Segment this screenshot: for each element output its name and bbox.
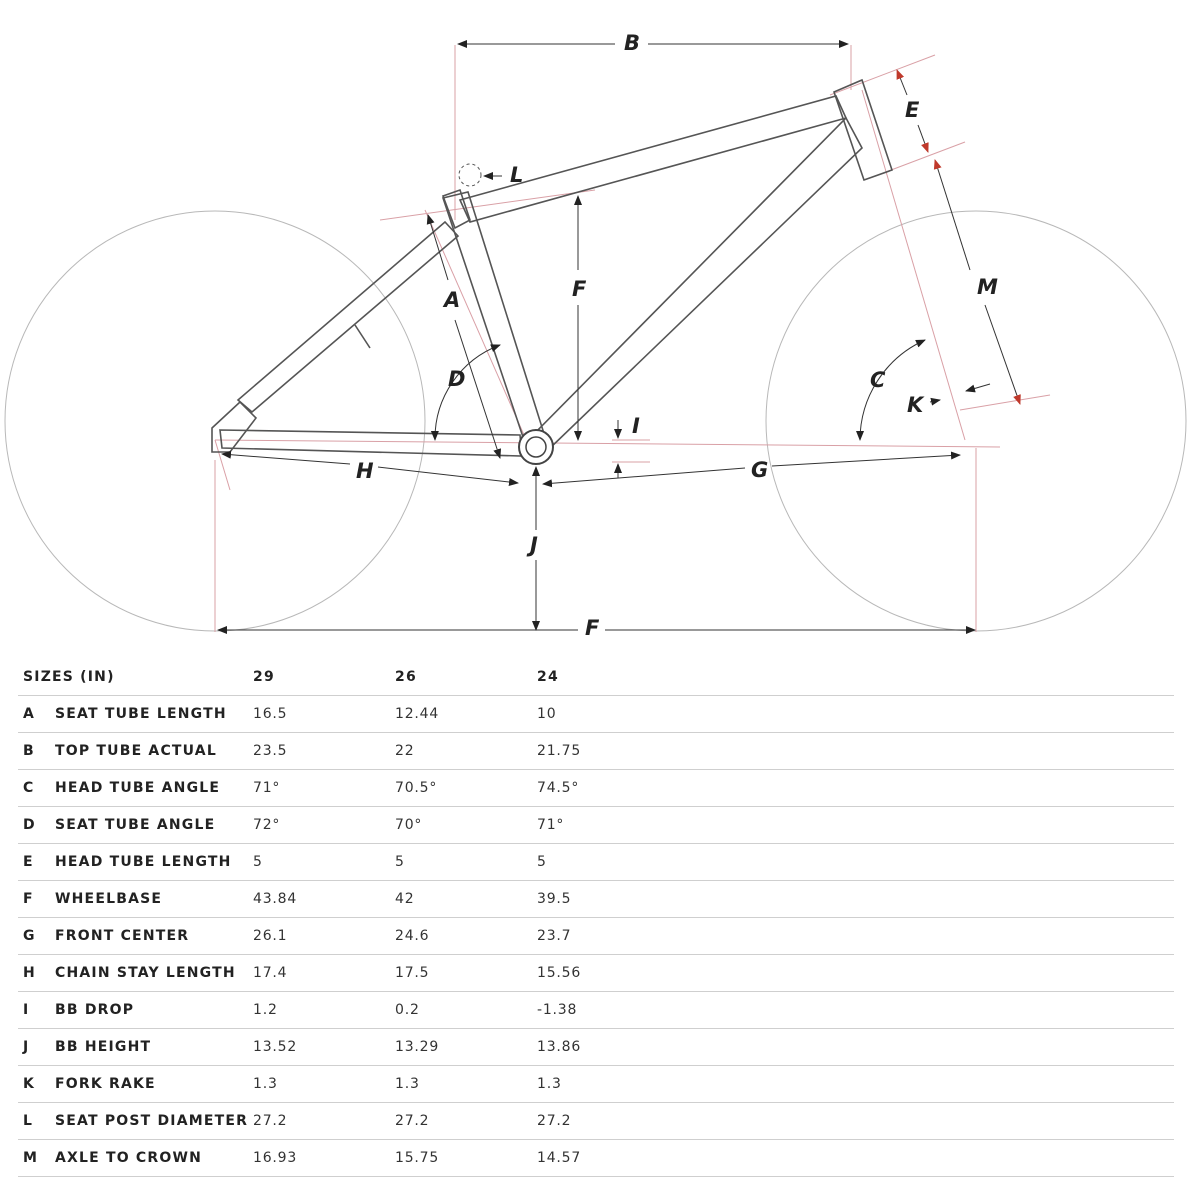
row-value-26: 24.6 (395, 918, 537, 955)
label-i: I (632, 414, 640, 438)
row-value-24: 39.5 (537, 881, 679, 918)
row-value-24: 71° (537, 807, 679, 844)
label-a: A (444, 288, 461, 312)
row-value-24: 14.57 (537, 1140, 679, 1177)
row-value-26: 70.5° (395, 770, 537, 807)
row-name: FORK RAKE (55, 1066, 253, 1103)
row-letter: L (18, 1103, 55, 1140)
row-value-26: 1.3 (395, 1066, 537, 1103)
table-row (18, 807, 1174, 844)
row-name: SEAT TUBE ANGLE (55, 807, 253, 844)
table-row (18, 844, 1174, 881)
table-row (18, 1066, 1174, 1103)
label-l: L (510, 163, 524, 187)
label-e: E (905, 98, 920, 122)
row-name: HEAD TUBE ANGLE (55, 770, 253, 807)
table-row (18, 881, 1174, 918)
table-row (18, 770, 1174, 807)
row-value-29: 23.5 (253, 733, 395, 770)
label-c: C (870, 368, 886, 392)
row-spacer (679, 1066, 1174, 1103)
row-value-26: 27.2 (395, 1103, 537, 1140)
row-letter: H (18, 955, 55, 992)
table-row (18, 1029, 1174, 1066)
row-letter: B (18, 733, 55, 770)
label-m: M (977, 275, 998, 299)
geometry-table (18, 659, 1174, 1177)
row-value-26: 22 (395, 733, 537, 770)
row-value-24: 21.75 (537, 733, 679, 770)
row-value-24: 5 (537, 844, 679, 881)
row-name: SEAT TUBE LENGTH (55, 696, 253, 733)
row-value-26: 17.5 (395, 955, 537, 992)
row-value-29: 16.93 (253, 1140, 395, 1177)
row-spacer (679, 733, 1174, 770)
row-value-29: 72° (253, 807, 395, 844)
table-row (18, 733, 1174, 770)
header-spacer (679, 659, 1174, 696)
dimension-lines (218, 44, 1020, 630)
row-letter: A (18, 696, 55, 733)
row-value-26: 42 (395, 881, 537, 918)
row-name: WHEELBASE (55, 881, 253, 918)
header-size-29: 29 (253, 659, 395, 696)
row-value-26: 70° (395, 807, 537, 844)
reference-lines (215, 45, 1050, 632)
row-value-29: 13.52 (253, 1029, 395, 1066)
row-letter: E (18, 844, 55, 881)
row-spacer (679, 955, 1174, 992)
row-name: HEAD TUBE LENGTH (55, 844, 253, 881)
row-letter: G (18, 918, 55, 955)
row-value-24: 27.2 (537, 1103, 679, 1140)
row-name: SEAT POST DIAMETER (55, 1103, 253, 1140)
row-spacer (679, 770, 1174, 807)
row-value-29: 71° (253, 770, 395, 807)
label-k: K (907, 393, 924, 417)
row-value-29: 17.4 (253, 955, 395, 992)
label-f-stack: F (572, 277, 587, 301)
row-value-24: 23.7 (537, 918, 679, 955)
row-value-29: 5 (253, 844, 395, 881)
table-body (18, 696, 1174, 1177)
header-sizes: SIZES (IN) (18, 659, 253, 696)
header-size-26: 26 (395, 659, 537, 696)
row-letter: K (18, 1066, 55, 1103)
label-d: D (448, 367, 466, 391)
label-f-wheelbase: F (585, 616, 600, 640)
row-spacer (679, 696, 1174, 733)
row-spacer (679, 992, 1174, 1029)
row-name: BB HEIGHT (55, 1029, 253, 1066)
label-j: J (530, 533, 538, 557)
row-name: FRONT CENTER (55, 918, 253, 955)
row-value-26: 15.75 (395, 1140, 537, 1177)
table-row (18, 1140, 1174, 1177)
row-value-26: 13.29 (395, 1029, 537, 1066)
row-name: TOP TUBE ACTUAL (55, 733, 253, 770)
table-row (18, 696, 1174, 733)
row-value-26: 5 (395, 844, 537, 881)
row-value-29: 26.1 (253, 918, 395, 955)
row-value-26: 12.44 (395, 696, 537, 733)
row-value-26: 0.2 (395, 992, 537, 1029)
table-row (18, 992, 1174, 1029)
label-b: B (624, 31, 641, 55)
row-spacer (679, 1029, 1174, 1066)
row-spacer (679, 1140, 1174, 1177)
row-value-24: 1.3 (537, 1066, 679, 1103)
row-name: CHAIN STAY LENGTH (55, 955, 253, 992)
row-name: BB DROP (55, 992, 253, 1029)
row-value-24: 74.5° (537, 770, 679, 807)
row-value-24: 10 (537, 696, 679, 733)
bike-frame (212, 80, 892, 464)
row-letter: D (18, 807, 55, 844)
row-spacer (679, 1103, 1174, 1140)
row-letter: M (18, 1140, 55, 1177)
table-row (18, 955, 1174, 992)
table-header-row (18, 659, 1174, 696)
row-letter: C (18, 770, 55, 807)
row-spacer (679, 844, 1174, 881)
table-row (18, 1103, 1174, 1140)
row-value-24: -1.38 (537, 992, 679, 1029)
row-value-29: 43.84 (253, 881, 395, 918)
row-value-24: 15.56 (537, 955, 679, 992)
row-value-29: 16.5 (253, 696, 395, 733)
row-spacer (679, 918, 1174, 955)
header-size-24: 24 (537, 659, 679, 696)
row-letter: I (18, 992, 55, 1029)
row-value-29: 27.2 (253, 1103, 395, 1140)
row-letter: F (18, 881, 55, 918)
row-value-24: 13.86 (537, 1029, 679, 1066)
table-row (18, 918, 1174, 955)
row-value-29: 1.2 (253, 992, 395, 1029)
row-value-29: 1.3 (253, 1066, 395, 1103)
row-spacer (679, 881, 1174, 918)
row-letter: J (18, 1029, 55, 1066)
label-h: H (356, 459, 374, 483)
row-spacer (679, 807, 1174, 844)
row-name: AXLE TO CROWN (55, 1140, 253, 1177)
label-g: G (751, 458, 769, 482)
